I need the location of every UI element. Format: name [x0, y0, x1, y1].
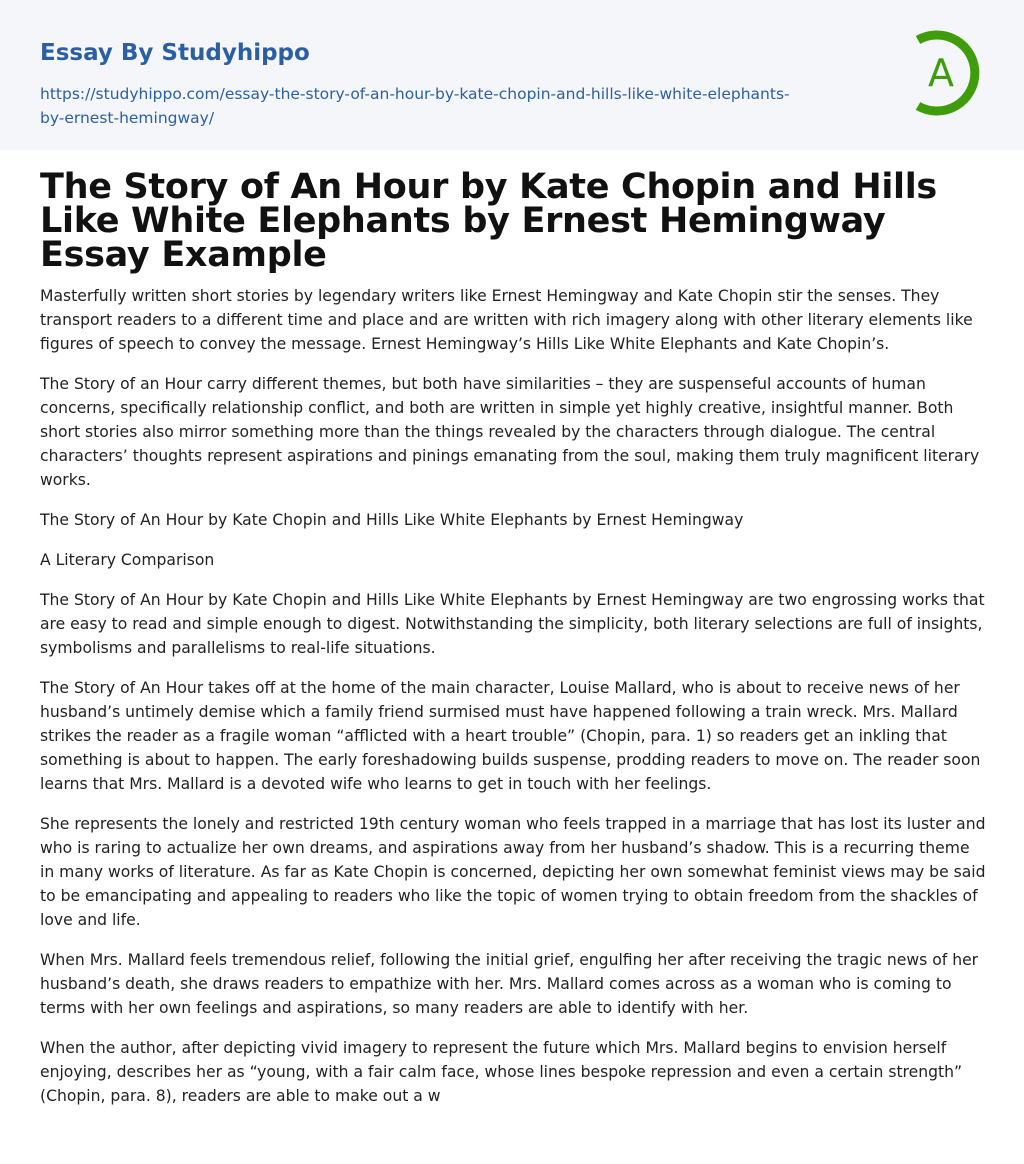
- paragraph: The Story of An Hour by Kate Chopin and Hills Like White Elephants by Ernest Hemingway: [40, 511, 744, 529]
- source-url-link[interactable]: https://studyhippo.com/essay-the-story-of-an-hour-by-kate-chopin-and-hills-like-white-elephants-by-ernest-hemingway/: [40, 85, 790, 127]
- paragraph: Masterfully written short stories by legendary writers like Ernest Hemingway and Kate Chopin stir the senses. They transport readers to a different time and place and are written with rich imagery along with other literary elements like figures of speech to convey the message. Ernest Hemingway’s Hills Like White Elephants and Kate Chopin’s.: [40, 287, 973, 353]
- paragraph: The Story of An Hour by Kate Chopin and Hills Like White Elephants by Ernest Hemingway are two engrossing works that are easy to read and simple enough to digest. Notwithstanding the simplicity, both literary selections are full of insights, symbolisms and parallelisms to real-life situations.: [40, 591, 985, 657]
- studyhippo-logo-icon: [898, 28, 988, 118]
- essay-body: [40, 284, 988, 1124]
- paragraph: The Story of An Hour takes off at the home of the main character, Louise Mallard, who is about to receive news of her husband’s untimely demise which a family friend surmised must have happened following a train wreck. Mrs. Mallard strikes the reader as a fragile woman “afflicted with a heart trouble” (Chopin, para. 1) so readers get an inkling that something is about to happen. The early foreshadowing builds suspense, prodding readers to move on. The reader soon learns that Mrs. Mallard is a devoted wife who learns to get in touch with her feelings.: [40, 679, 981, 793]
- paragraph: When Mrs. Mallard feels tremendous relief, following the initial grief, engulfing her after receiving the tragic news of her husband’s death, she draws readers to empathize with her. Mrs. Mallard comes across as a woman who is coming to terms with her own feelings and aspirations, so many readers are able to identify with her.: [40, 951, 979, 1017]
- brand-title: Essay By Studyhippo: [40, 40, 310, 66]
- logo-letter: A: [928, 51, 954, 95]
- site-header: [0, 0, 1024, 150]
- paragraph: The Story of an Hour carry different themes, but both have similarities – they are suspenseful accounts of human concerns, specifically relationship conflict, and both are written in simple yet highly creative, insightful manner. Both short stories also mirror something more than the things revealed by the characters through dialogue. The central characters’ thoughts represent aspirations and pinings emanating from the soul, making them truly magnificent literary works.: [40, 375, 980, 489]
- essay-title: The Story of An Hour by Kate Chopin and Hills Like White Elephants by Ernest Hemingway Essay Example: [40, 167, 937, 275]
- paragraph: A Literary Comparison: [40, 551, 215, 569]
- paragraph: She represents the lonely and restricted 19th century woman who feels trapped in a marriage that has lost its luster and who is raring to actualize her own dreams, and aspirations away from her husband’s shadow. This is a recurring theme in many works of literature. As far as Kate Chopin is concerned, depicting her own somewhat feminist views may be said to be emancipating and appealing to readers who like the topic of women trying to obtain freedom from the shackles of love and life.: [40, 815, 986, 929]
- paragraph: When the author, after depicting vivid imagery to represent the future which Mrs. Mallard begins to envision herself enjoying, describes her as “young, with a fair calm face, whose lines bespoke repression and even a certain strength” (Chopin, para. 8), readers are able to make out a w: [40, 1039, 963, 1105]
